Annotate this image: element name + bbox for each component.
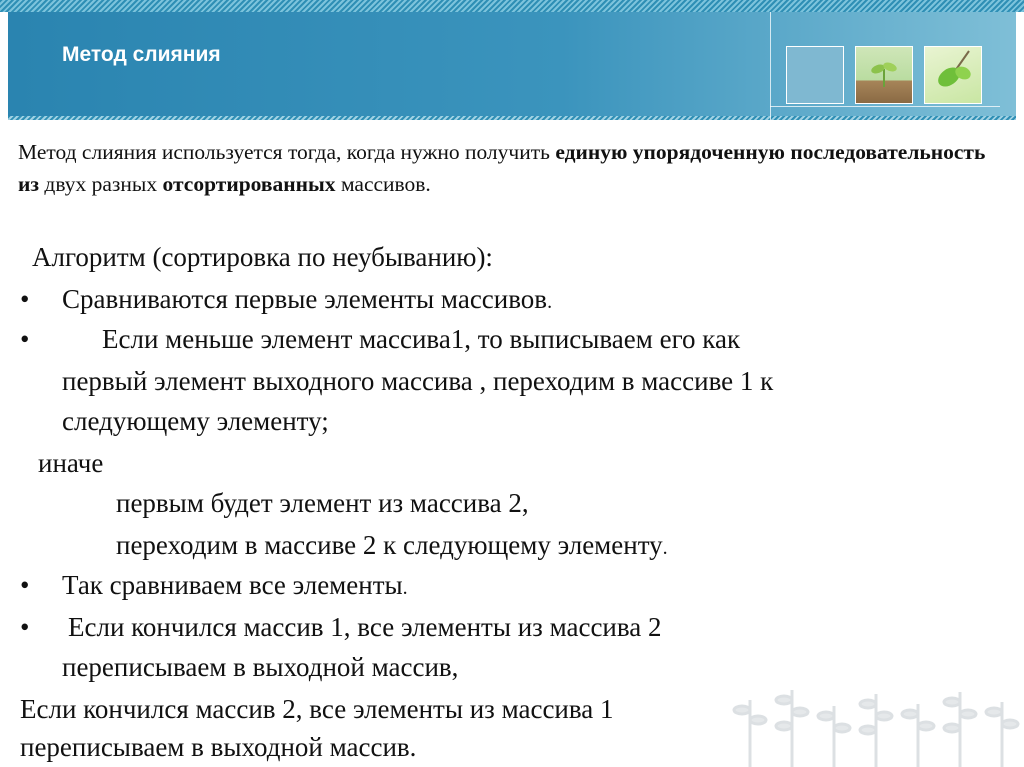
algorithm-heading: Алгоритм (сортировка по неубыванию): (32, 242, 493, 272)
intro-text-2: двух разных (39, 172, 163, 196)
intro-paragraph (18, 136, 1008, 200)
sprout-image (855, 46, 913, 104)
bullet-1: • (20, 284, 30, 314)
decor-line-vertical (770, 12, 771, 136)
line-array1-ended-2: переписываем в выходной массив, (62, 652, 459, 682)
intro-text-1: Метод слияния используется тогда, когда нужно получить (18, 140, 556, 164)
bullet-2: • (20, 324, 30, 354)
leaf-image (924, 46, 982, 104)
decor-square-blue (786, 46, 844, 104)
bullet-3: • (20, 570, 30, 600)
bullet-4: • (20, 612, 30, 642)
slide-content (18, 136, 1008, 200)
line-array2-ended-1: Если кончился массив 2, все элементы из массива 1 (20, 694, 614, 724)
header-stripe (8, 116, 1016, 120)
line-if-less-1: Если меньше элемент массива1, то выписываем его как (102, 324, 741, 354)
line-else-1: первым будет элемент из массива 2, (116, 488, 529, 518)
line-if-less-3: следующему элементу; (62, 406, 329, 436)
line-if-less-2: первый элемент выходного массива , переходим в массиве 1 к (62, 366, 774, 396)
line-else: иначе (38, 448, 104, 478)
line-array2-ended-2: переписываем в выходной массив. (20, 732, 417, 762)
decor-line-horizontal (770, 106, 1000, 107)
slide-title: Метод слияния (62, 43, 221, 66)
intro-text-3: массивов. (335, 172, 431, 196)
line-compare-all: Так сравниваем все элементы. (62, 570, 408, 600)
intro-bold-1: единую упорядоченную последовательность из (18, 140, 986, 196)
line-else-2: переходим в массиве 2 к следующему элементу. (116, 530, 668, 560)
line-array1-ended-1: Если кончился массив 1, все элементы из массива 2 (68, 612, 662, 642)
top-stripe (0, 0, 1024, 12)
plants-decoration (730, 670, 1024, 767)
line-compare-first: Сравниваются первые элементы массивов. (62, 284, 553, 314)
intro-bold-2: отсортированных (162, 172, 336, 196)
